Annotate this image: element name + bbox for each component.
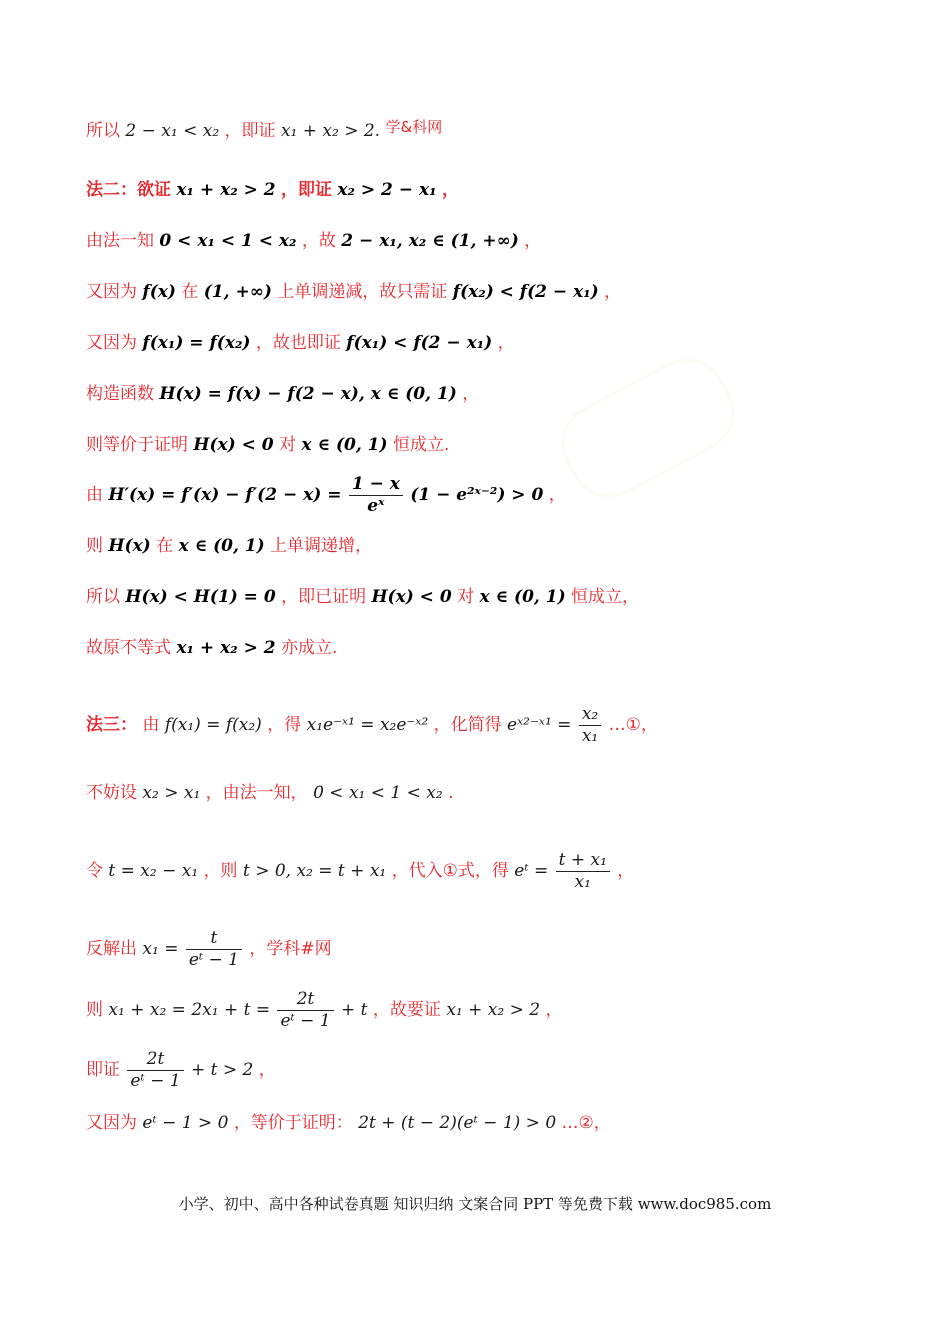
line-16: 则 x₁ + x₂ = 2x₁ + t = $\frac{2t}{\text{eᵗ − 1}}$ + t ，故要证 x₁ + x₂ > 2 ，: [86, 989, 563, 1031]
line-11: 故原不等式 x₁ + x₂ > 2 亦成立.: [86, 638, 338, 658]
fraction: $\frac{2t}{\text{eᵗ − 1}}$: [127, 1051, 183, 1090]
fraction: $\frac{\text{t + x₁}}{\text{x₁}}$: [556, 852, 610, 891]
line-18: 又因为 eᵗ − 1 > 0 ，等价于证明： 2t + (t − 2)(eᵗ − 1) > 0 …②，: [86, 1113, 611, 1133]
line-12: 法三： 由 f(x₁) = f(x₂) ，得 x₁e⁻ˣ¹ = x₂e⁻ˣ² ，化简得 eˣ²⁻ˣ¹ = $\frac{\text{x₂}}{\text{x₁}}$ …①，: [86, 704, 658, 746]
fraction: $\frac{t}{\text{eᵗ − 1}}$: [186, 930, 242, 969]
fraction: $\frac{2t}{\text{eᵗ − 1}}$: [277, 991, 333, 1030]
line-17: 即证 $\frac{2t}{\text{eᵗ − 1}}$ + t > 2 ，: [86, 1049, 276, 1091]
line-2: 法二：欲证 x₁ + x₂ > 2 ，即证 x₂ > 2 − x₁ ，: [86, 180, 459, 200]
line-6: 构造函数 H(x) = f(x) − f(2 − x), x ∈ (0, 1) ，: [86, 384, 480, 404]
line-1: 所以 2 − x₁ < x₂ ，即证 x₁ + x₂ > 2. 学&科网: [86, 118, 443, 141]
line-5: 又因为 f(x₁) = f(x₂) ，故也即证 f(x₁) < f(2 − x₁) ，: [86, 333, 515, 353]
page-footer: 小学、初中、高中各种试卷真题 知识归纳 文案合同 PPT 等免费下载 www.doc985.com: [178, 1195, 772, 1213]
line-4: 又因为 f(x) 在 (1, +∞) 上单调递减，故只需证 f(x₂) < f(2 − x₁) ，: [86, 282, 622, 302]
watermark-stamp: [548, 344, 748, 511]
line-7: 则等价于证明 H(x) < 0 对 x ∈ (0, 1) 恒成立.: [86, 435, 450, 455]
line-9: 则 H(x) 在 x ∈ (0, 1) 上单调递增，: [86, 536, 373, 556]
line-10: 所以 H(x) < H(1) = 0 ，即已证明 H(x) < 0 对 x ∈ (0, 1) 恒成立，: [86, 587, 640, 607]
line-13: 不妨设 x₂ > x₁ ，由法一知， 0 < x₁ < 1 < x₂ .: [86, 783, 454, 803]
fraction: $\frac{1 - x}{\text{eˣ}}$: [349, 476, 403, 515]
line-14: 令 t = x₂ − x₁ ，则 t > 0, x₂ = t + x₁ ，代入①式，得 eᵗ = $\frac{\text{t + x₁}}{\text{x₁}}$ ，: [86, 850, 635, 892]
line-15: 反解出 x₁ = $\frac{t}{\text{eᵗ − 1}}$ ，学科#网: [86, 928, 332, 970]
fraction: $\frac{\text{x₂}}{\text{x₁}}$: [579, 706, 601, 745]
line-3: 由法一知 0 < x₁ < 1 < x₂ ，故 2 − x₁, x₂ ∈ (1, +∞) ，: [86, 231, 542, 251]
line-8: 由 H′(x) = f′(x) − f′(2 − x) = $\frac{1 - x}{\text{eˣ}}$ (1 − e²ˣ⁻²) > 0 ，: [86, 474, 566, 516]
